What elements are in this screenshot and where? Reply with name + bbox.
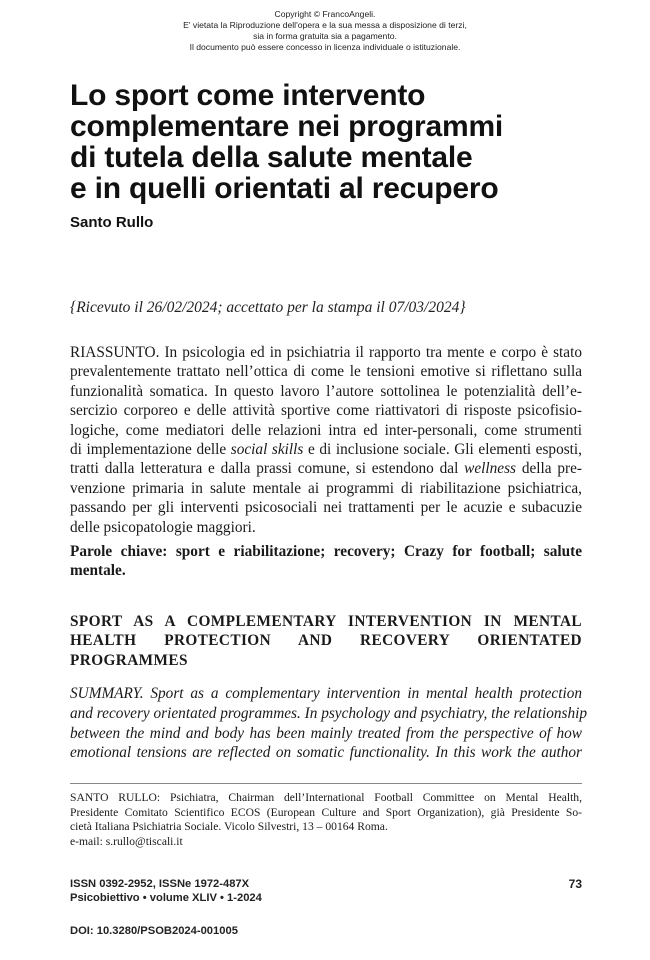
keywords-line: mentale. — [70, 562, 126, 580]
summary-line: emotional tensions are reflected on somatic functionality. In this work the author — [70, 744, 582, 762]
abstract-text: tratti dalla letteratura e dalla prassi comune, si estendono dal — [70, 460, 465, 478]
abstract-italian — [70, 343, 582, 537]
summary-english — [70, 684, 588, 763]
keywords — [70, 542, 582, 581]
abstract-line: logiche, come mediatori delle relazioni intra ed inter-personali, come strumenti — [70, 421, 582, 439]
footnote-divider — [70, 783, 582, 784]
summary-line: SUMMARY. Sport as a complementary intervention in mental health protection — [70, 685, 582, 702]
abstract-italic-term: social skills — [230, 441, 304, 459]
page-number: 73 — [568, 877, 582, 891]
abstract-line: prevalentemente trattato nell’ottica di come le tensioni emotive si riflettano sulla — [70, 363, 582, 381]
footnote-line: Presidente Comitato Scientifico ECOS (European Culture and Sport Organization), già Presidente So- — [70, 805, 582, 819]
copyright-notice — [0, 9, 650, 53]
title-line: e in quelli orientati al recupero — [70, 172, 499, 205]
abstract-line: delle psicopatologie maggiori. — [70, 518, 256, 536]
title-line: Lo sport come intervento — [70, 79, 426, 112]
title-line: di tutela della salute mentale — [70, 141, 473, 174]
english-title-line: SPORT AS A COMPLEMENTARY INTERVENTION IN MENTAL — [70, 613, 582, 630]
copyright-line: Copyright © FrancoAngeli. — [274, 9, 376, 19]
title-line: complementare nei programmi — [70, 110, 504, 143]
copyright-line: Il documento può essere concesso in licenza individuale o istituzionale. — [189, 42, 461, 52]
journal-volume: Psicobiettivo • volume XLIV • 1-2024 — [70, 892, 262, 904]
abstract-text: e di inclusione sociale. Gli elementi esposti, — [303, 441, 582, 459]
abstract-line: venzione primaria in salute mentale ai programmi di riabilitazione psichiatrica, — [70, 479, 582, 497]
abstract-line: funzionalità somatica. In questo lavoro l’autore sottolinea le potenzialità dell’e- — [70, 382, 582, 400]
doi[interactable]: DOI: 10.3280/PSOB2024-001005 — [70, 925, 238, 937]
copyright-line: sia in forma gratuita sia a pagamento. — [253, 31, 397, 41]
page-footer — [70, 877, 582, 905]
abstract-line — [70, 440, 582, 459]
copyright-line: E' vietata la Riproduzione dell'opera e la sua messa a disposizione di terzi, — [183, 20, 467, 30]
english-title-line: HEALTH PROTECTION AND RECOVERY ORIENTATED — [70, 632, 582, 650]
author-name: Santo Rullo — [70, 214, 154, 231]
abstract-text: di implementazione delle — [70, 441, 231, 459]
summary-line: and recovery orientated programmes. In psychology and psychiatry, the relationship — [70, 704, 588, 722]
abstract-line: RIASSUNTO. In psicologia ed in psichiatria il rapporto tra mente e corpo è stato — [70, 344, 582, 361]
author-footnote — [70, 791, 582, 849]
footnote-line: cietà Italiana Psichiatria Sociale. Vicolo Silvestri, 13 – 00164 Roma. — [70, 820, 388, 834]
english-title — [70, 612, 582, 670]
summary-line: between the mind and body has been mainly treated from the perspective of how — [70, 724, 582, 742]
abstract-text: della pre- — [516, 460, 582, 478]
keywords-line: Parole chiave: sport e riabilitazione; recovery; Crazy for football; salute — [70, 543, 582, 560]
abstract-line: sercizio corporeo e delle attività sportive come riattivatori di risposte psicofisio- — [70, 402, 582, 420]
footnote-line: SANTO RULLO: Psichiatra, Chairman dell’International Football Committee on Mental Health, — [70, 791, 582, 804]
article-title — [70, 80, 630, 204]
issn: ISSN 0392-2952, ISSNe 1972-487X — [70, 878, 250, 890]
abstract-line — [70, 459, 582, 478]
received-dates: {Ricevuto il 26/02/2024; accettato per la stampa il 07/03/2024} — [70, 299, 466, 316]
abstract-italic-term: wellness — [464, 460, 516, 478]
abstract-line: passando per gli interventi psicosociali nei trattamenti per le acuzie e subacuzie — [70, 499, 582, 517]
english-title-line: PROGRAMMES — [70, 651, 188, 669]
footnote-email[interactable]: e-mail: s.rullo@tiscali.it — [70, 834, 183, 848]
